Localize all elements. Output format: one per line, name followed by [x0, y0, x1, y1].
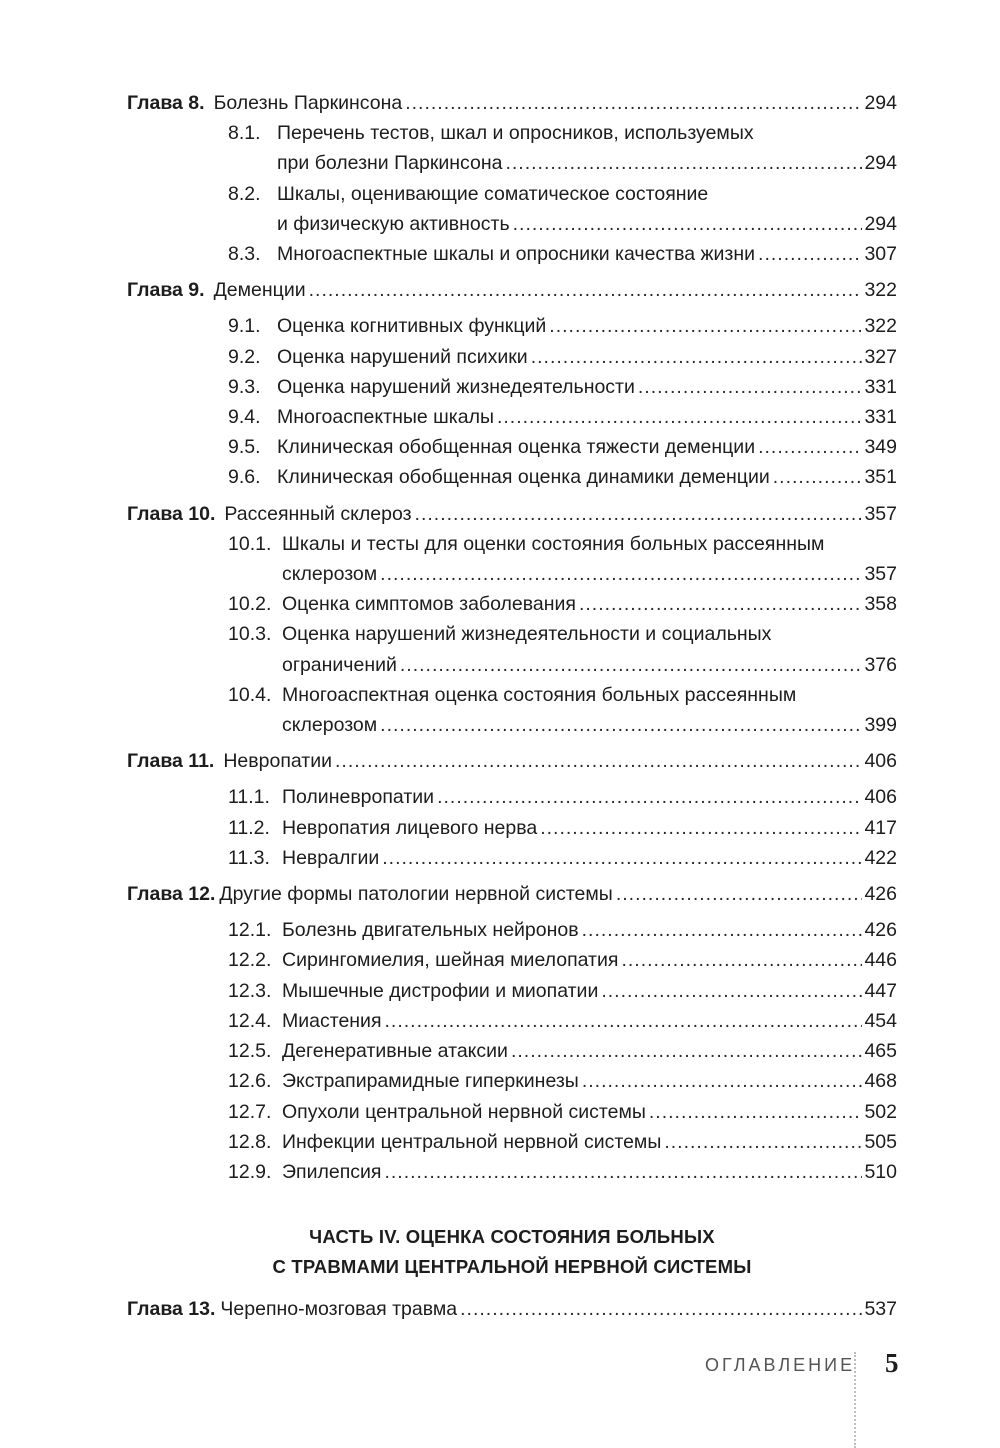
dot-leader	[549, 311, 862, 341]
section-9-1-entry[interactable]	[127, 311, 897, 341]
dot-leader	[649, 1097, 863, 1127]
section-number: 9.1.	[228, 315, 261, 338]
page-number: 351	[864, 466, 897, 489]
section-12-6-entry[interactable]	[127, 1066, 897, 1096]
chapter-9-entry[interactable]	[127, 275, 897, 305]
section-12-7-entry[interactable]	[127, 1097, 897, 1127]
section-title-line1: Шкалы и тесты для оценки состояния больных рассеянным	[282, 532, 825, 555]
page-number: 454	[864, 1009, 897, 1032]
chapter-title: Болезнь Паркинсона	[213, 92, 403, 114]
section-title-line2: при болезни Паркинсона	[277, 152, 503, 175]
dot-leader	[616, 879, 863, 909]
section-12-3-entry[interactable]	[127, 976, 897, 1006]
section-title-line1: Многоаспектная оценка состояния больных рассеянным	[282, 683, 797, 706]
table-of-contents	[127, 88, 897, 1187]
section-title: Эпилепсия	[282, 1160, 382, 1183]
page-number: 294	[864, 212, 897, 235]
dot-leader	[582, 1066, 863, 1096]
section-number: 12.5.	[228, 1040, 272, 1063]
section-number: 8.3.	[228, 243, 261, 266]
section-12-2-entry[interactable]	[127, 945, 897, 975]
dot-leader	[380, 559, 862, 589]
page-number: 399	[864, 714, 897, 737]
section-9-4-entry[interactable]	[127, 402, 897, 432]
section-12-9-entry[interactable]	[127, 1157, 897, 1187]
page-number: 294	[864, 92, 897, 114]
page-number: 406	[864, 786, 897, 809]
running-footer-section: ОГЛАВЛЕНИЕ	[705, 1355, 856, 1375]
page-number: 349	[864, 436, 897, 459]
section-number: 8.2.	[228, 182, 261, 205]
dot-leader	[497, 402, 862, 432]
page-number: 322	[864, 279, 897, 302]
page-number: 505	[864, 1130, 897, 1153]
chapter-11-entry[interactable]	[127, 746, 897, 776]
part-heading	[127, 1222, 897, 1282]
page-number: 465	[864, 1040, 897, 1063]
chapter-label: Глава 13.	[127, 1298, 216, 1320]
page-number: 327	[864, 345, 897, 368]
page-number: 331	[864, 406, 897, 429]
section-number: 12.2.	[228, 949, 272, 972]
part-heading-line2: С ТРАВМАМИ ЦЕНТРАЛЬНОЙ НЕРВНОЙ СИСТЕМЫ	[272, 1256, 752, 1277]
section-9-5-entry[interactable]	[127, 432, 897, 462]
section-title: Невропатия лицевого нерва	[282, 816, 538, 839]
page-number: 502	[864, 1100, 897, 1123]
section-12-5-entry[interactable]	[127, 1036, 897, 1066]
chapter-title: Деменции	[213, 279, 306, 302]
dot-leader	[513, 209, 863, 239]
section-number: 12.9.	[228, 1160, 272, 1183]
section-number: 9.3.	[228, 375, 261, 398]
dot-leader	[382, 843, 862, 873]
page-number: 307	[864, 243, 897, 266]
dot-leader	[309, 275, 863, 305]
chapter-label: Глава 9.	[127, 279, 205, 302]
section-title-line2: и физическую активность	[277, 212, 510, 235]
section-11-3-entry[interactable]	[127, 843, 897, 873]
page-number: 358	[864, 593, 897, 616]
section-title-line1: Перечень тестов, шкал и опросников, используемых	[277, 122, 754, 145]
section-title: Многоаспектные шкалы и опросники качества жизни	[277, 243, 756, 266]
dot-leader	[773, 462, 863, 492]
dot-leader	[664, 1127, 862, 1157]
dot-leader	[758, 432, 862, 462]
section-11-1-entry[interactable]	[127, 782, 897, 812]
section-number: 12.8.	[228, 1130, 272, 1153]
chapter-13-block	[127, 1294, 897, 1324]
section-8-1-entry[interactable]	[127, 118, 897, 178]
dot-leader	[380, 710, 862, 740]
page-number: 294	[864, 152, 897, 175]
footer-page-number: 5	[885, 1348, 899, 1378]
section-number: 9.4.	[228, 406, 261, 429]
section-number: 12.1.	[228, 919, 272, 942]
section-9-6-entry[interactable]	[127, 462, 897, 492]
section-8-2-entry[interactable]	[127, 179, 897, 239]
section-number: 12.3.	[228, 979, 272, 1002]
page-number: 357	[864, 502, 897, 525]
section-title-line2: склерозом	[282, 563, 378, 586]
section-title: Болезнь двигательных нейронов	[282, 919, 579, 942]
section-10-4-entry[interactable]	[127, 680, 897, 740]
section-title: Невралгии	[282, 846, 380, 869]
section-12-1-entry[interactable]	[127, 915, 897, 945]
section-title: Сирингомиелия, шейная миелопатия	[282, 949, 619, 972]
section-title: Полиневропатии	[282, 786, 435, 809]
chapter-title: Черепно-мозговая травма	[220, 1298, 458, 1320]
page-number: 376	[864, 653, 897, 676]
section-8-3-entry[interactable]	[127, 239, 897, 269]
page-number: 357	[864, 563, 897, 586]
dot-leader	[540, 813, 862, 843]
page-number: 510	[864, 1160, 897, 1183]
section-number: 9.6.	[228, 466, 261, 489]
dot-leader	[400, 650, 863, 680]
section-title: Миастения	[282, 1009, 382, 1032]
dot-leader	[758, 239, 862, 269]
footer-dotted-rule	[854, 1352, 856, 1448]
section-number: 10.4.	[228, 683, 272, 706]
section-number: 10.1.	[228, 532, 272, 555]
section-title: Клиническая обобщенная оценка динамики деменции	[277, 466, 770, 489]
section-10-2-entry[interactable]	[127, 589, 897, 619]
section-11-2-entry[interactable]	[127, 813, 897, 843]
page-number: 331	[864, 375, 897, 398]
section-title: Инфекции центральной нервной системы	[282, 1130, 662, 1153]
dot-leader	[460, 1294, 862, 1324]
dot-leader	[531, 342, 863, 372]
section-title: Оценка нарушений жизнедеятельности	[277, 375, 635, 398]
section-9-3-entry[interactable]	[127, 372, 897, 402]
chapter-13-entry[interactable]	[127, 1294, 897, 1324]
chapter-label: Глава 8.	[127, 92, 205, 114]
section-12-8-entry[interactable]	[127, 1127, 897, 1157]
dot-leader	[385, 1006, 863, 1036]
dot-leader	[415, 499, 863, 529]
chapter-10-entry[interactable]	[127, 499, 897, 529]
section-12-4-entry[interactable]	[127, 1006, 897, 1036]
chapter-8-entry[interactable]	[127, 88, 897, 118]
page-number: 426	[864, 883, 897, 906]
part-heading-line1: ЧАСТЬ IV. ОЦЕНКА СОСТОЯНИЯ БОЛЬНЫХ	[309, 1226, 715, 1247]
section-title: Оценка симптомов заболевания	[282, 593, 576, 616]
section-title-line1: Шкалы, оценивающие соматическое состояние	[277, 182, 709, 205]
chapter-label: Глава 12.	[127, 883, 216, 906]
section-title: Мышечные дистрофии и миопатии	[282, 979, 599, 1002]
section-title: Экстрапирамидные гиперкинезы	[282, 1070, 579, 1093]
page-number: 537	[864, 1298, 897, 1320]
dot-leader	[384, 1157, 862, 1187]
section-title: Дегенеративные атаксии	[282, 1040, 508, 1063]
section-title-line2: ограничений	[282, 653, 397, 676]
section-title: Клиническая обобщенная оценка тяжести деменции	[277, 436, 756, 459]
section-number: 8.1.	[228, 122, 261, 145]
page-number: 422	[864, 846, 897, 869]
dot-leader	[335, 746, 862, 776]
chapter-12-entry[interactable]	[127, 879, 897, 909]
chapter-label: Глава 10.	[127, 502, 216, 525]
section-number: 10.3.	[228, 623, 272, 646]
dot-leader	[511, 1036, 863, 1066]
section-10-1-entry[interactable]	[127, 529, 897, 589]
section-number: 9.5.	[228, 436, 261, 459]
dot-leader	[582, 915, 863, 945]
chapter-title: Рассеянный склероз	[224, 502, 412, 525]
section-number: 12.6.	[228, 1070, 272, 1093]
chapter-title: Невропатии	[223, 750, 333, 773]
section-number: 11.2.	[228, 816, 270, 839]
section-title-line1: Оценка нарушений жизнедеятельности и социальных	[282, 623, 772, 646]
section-10-3-entry[interactable]	[127, 619, 897, 679]
section-number: 9.2.	[228, 345, 261, 368]
dot-leader	[405, 88, 862, 118]
dot-leader	[621, 945, 862, 975]
dot-leader	[579, 589, 863, 619]
page-number: 322	[864, 315, 897, 338]
dot-leader	[437, 782, 862, 812]
section-number: 10.2.	[228, 593, 272, 616]
page-number: 446	[864, 949, 897, 972]
dot-leader	[505, 148, 862, 178]
page-number: 417	[864, 816, 897, 839]
section-title: Оценка нарушений психики	[277, 345, 528, 368]
section-title: Оценка когнитивных функций	[277, 315, 547, 338]
dot-leader	[638, 372, 863, 402]
page-number: 447	[864, 979, 897, 1002]
section-number: 12.7.	[228, 1100, 272, 1123]
section-number: 11.1.	[228, 786, 270, 809]
section-number: 11.3.	[228, 846, 270, 869]
section-title: Многоаспектные шкалы	[277, 406, 494, 429]
section-9-2-entry[interactable]	[127, 342, 897, 372]
page-number: 406	[864, 750, 897, 773]
dot-leader	[601, 976, 862, 1006]
chapter-title: Другие формы патологии нервной системы	[219, 883, 613, 906]
section-title-line2: склерозом	[282, 714, 378, 737]
section-title: Опухоли центральной нервной системы	[282, 1100, 646, 1123]
chapter-label: Глава 11.	[127, 750, 215, 773]
section-number: 12.4.	[228, 1009, 272, 1032]
page-number: 426	[864, 919, 897, 942]
page-number: 468	[864, 1070, 897, 1093]
